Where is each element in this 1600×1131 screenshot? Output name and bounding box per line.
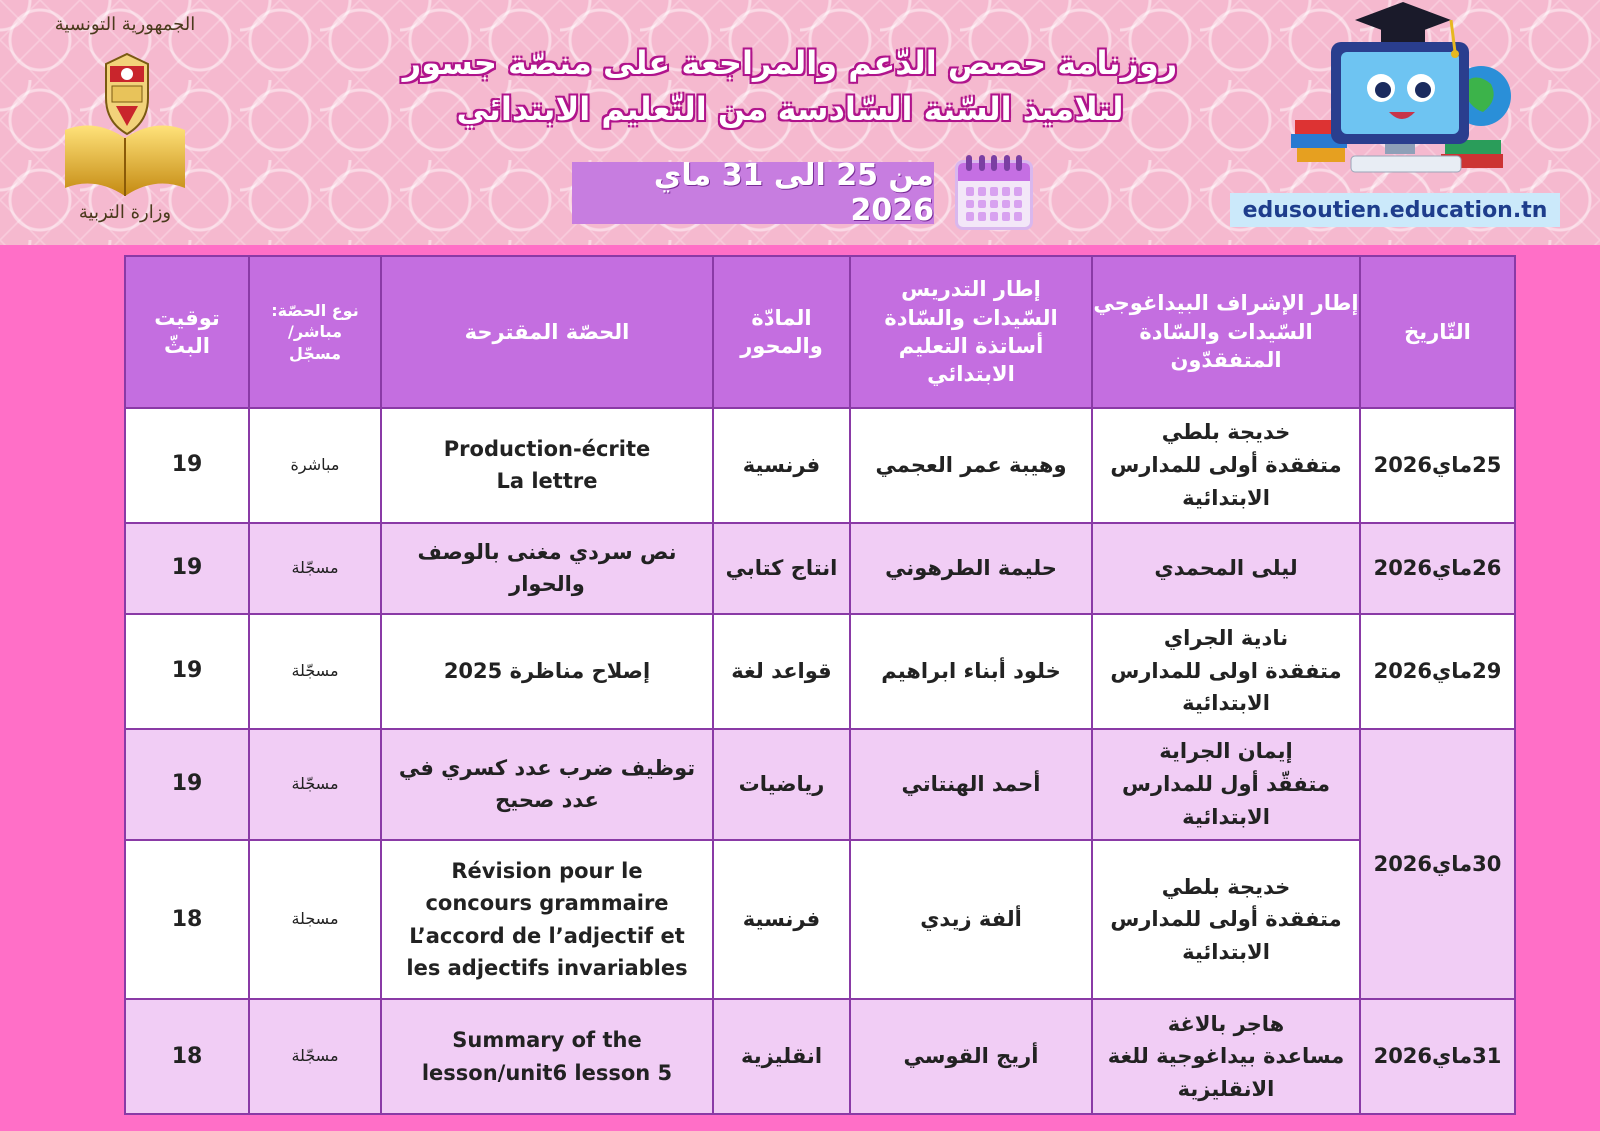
subject-cell: انقليزية (713, 999, 850, 1114)
header-teacher: إطار التدريس السّيدات والسّادة أساتذة التعليم الابتدائي (850, 256, 1092, 408)
time-cell: 18 (125, 840, 249, 999)
time-cell: 19 (125, 614, 249, 729)
schedule-table-container (124, 255, 1514, 1115)
website-url: edusoutien.education.tn (1230, 193, 1560, 227)
type-cell: مباشرة (249, 408, 381, 523)
time-cell: 19 (125, 408, 249, 523)
supervisor-cell: ليلى المحمدي (1092, 523, 1360, 614)
table-row (125, 999, 1515, 1114)
table-header-row (125, 256, 1515, 408)
ministry-label: وزارة التربية (78, 202, 172, 223)
computer-mascot-icon (1285, 0, 1515, 190)
session-cell: توظيف ضرب عدد كسري في عدد صحيح (381, 729, 713, 841)
teacher-cell: حليمة الطرهوني (850, 523, 1092, 614)
subject-cell: رياضيات (713, 729, 850, 841)
header-supervisor: إطار الإشراف البيداغوجي السّيدات والسّادة المتفقدّون (1092, 256, 1360, 408)
type-cell: مسجّلة (249, 729, 381, 841)
republic-label: الجمهورية التونسية (54, 14, 196, 35)
time-cell: 19 (125, 729, 249, 841)
type-cell: مسجلة (249, 840, 381, 999)
date-cell: 25ماي2026 (1360, 408, 1515, 523)
header-banner (0, 0, 1600, 245)
teacher-cell: خلود أبناء ابراهيم (850, 614, 1092, 729)
table-row (125, 523, 1515, 614)
session-cell: Production-écrite La lettre (381, 408, 713, 523)
session-cell: نص سردي مغنى بالوصف والحوار (381, 523, 713, 614)
supervisor-cell: خديجة بلطي متفقدة أولى للمدارس الابتدائية (1092, 408, 1360, 523)
date-cell: 31ماي2026 (1360, 999, 1515, 1114)
header-type: نوع الحصّة: مباشر/ مسجّل (249, 256, 381, 408)
teacher-cell: أحمد الهنتاتي (850, 729, 1092, 841)
session-cell: إصلاح مناظرة 2025 (381, 614, 713, 729)
book-logo-icon (60, 118, 190, 198)
supervisor-cell: خديجة بلطي متفقدة أولى للمدارس الابتدائية (1092, 840, 1360, 999)
header-time: توقيت البثّ (125, 256, 249, 408)
page-title-line-2: لتلاميذ السّنة السّادسة من التّعليم الابتدائي (456, 90, 1124, 128)
page-title-line-1: روزنامة حصص الدّعم والمراجعة على منصّة جسور (402, 44, 1178, 82)
date-cell: 30ماي2026 (1360, 729, 1515, 1000)
teacher-cell: وهيبة عمر العجمي (850, 408, 1092, 523)
session-cell: Révision pour le concours grammaire L’accord de l’adjectif et les adjectifs invariables (381, 840, 713, 999)
type-cell: مسجّلة (249, 523, 381, 614)
ministry-logo (40, 10, 210, 235)
table-row (125, 614, 1515, 729)
calendar-icon (955, 160, 1033, 230)
table-row (125, 729, 1515, 841)
session-cell: Summary of the lesson/unit6 lesson 5 (381, 999, 713, 1114)
type-cell: مسجّلة (249, 614, 381, 729)
time-cell: 18 (125, 999, 249, 1114)
subject-cell: فرنسية (713, 408, 850, 523)
date-cell: 29ماي2026 (1360, 614, 1515, 729)
header-date: التّاريخ (1360, 256, 1515, 408)
date-cell: 26ماي2026 (1360, 523, 1515, 614)
header-session: الحصّة المقترحة (381, 256, 713, 408)
teacher-cell: أريج القوسي (850, 999, 1092, 1114)
date-range-badge: من 25 الى 31 ماي 2026 (572, 162, 934, 224)
header-subject: المادّة والمحور (713, 256, 850, 408)
subject-cell: فرنسية (713, 840, 850, 999)
time-cell: 19 (125, 523, 249, 614)
supervisor-cell: نادية الجراي متفقدة اولى للمدارس الابتدائية (1092, 614, 1360, 729)
supervisor-cell: إيمان الجراية متفقّد أول للمدارس الابتدائية (1092, 729, 1360, 841)
schedule-table (124, 255, 1516, 1115)
supervisor-cell: هاجر بالاغة مساعدة بيداغوجية للغة الانقليزية (1092, 999, 1360, 1114)
table-row (125, 840, 1515, 999)
teacher-cell: ألفة زيدي (850, 840, 1092, 999)
subject-cell: قواعد لغة (713, 614, 850, 729)
table-row (125, 408, 1515, 523)
type-cell: مسجّلة (249, 999, 381, 1114)
subject-cell: انتاج كتابي (713, 523, 850, 614)
